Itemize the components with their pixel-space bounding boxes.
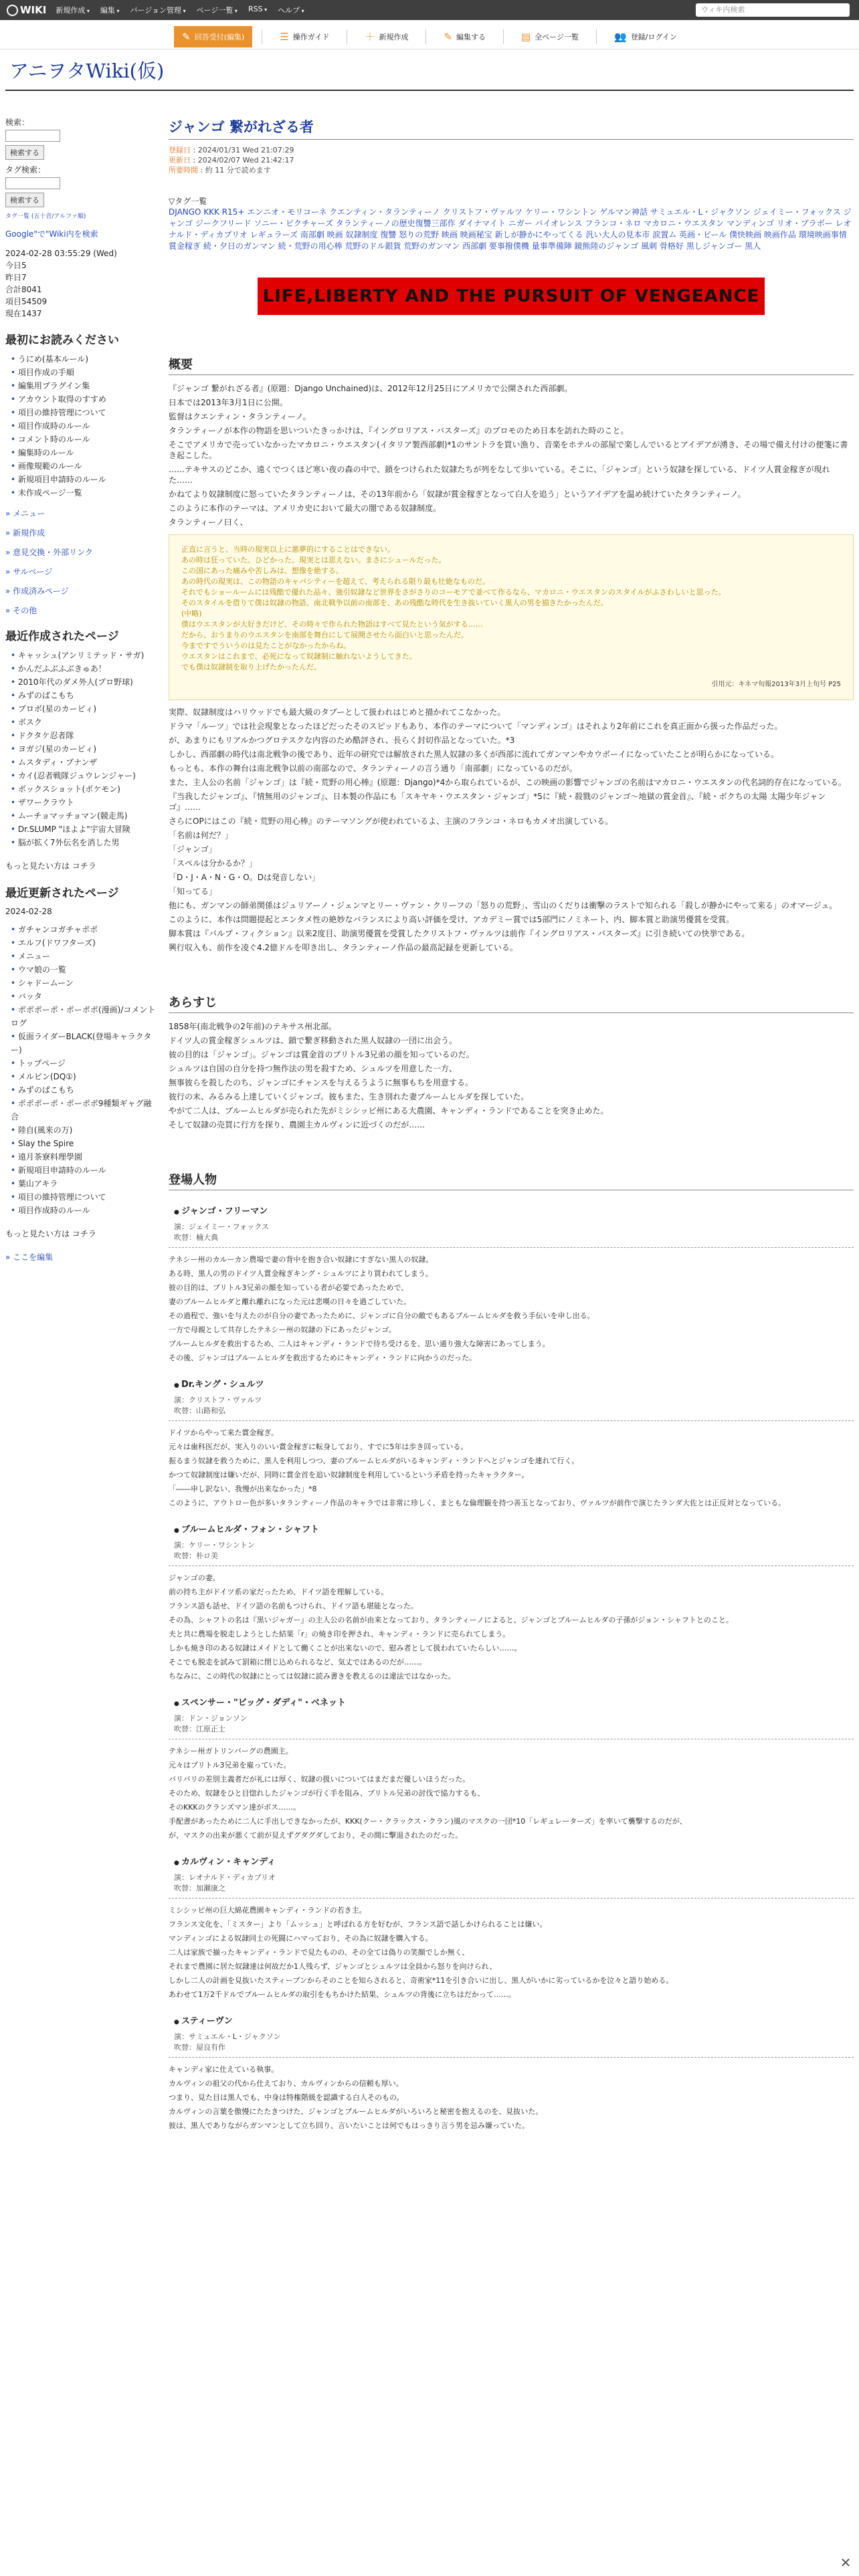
paragraph: また、主人公の名前「ジャンゴ」は『続・荒野の用心棒』(原題：Django)*4から取られているが、この映画の影響でジャンゴの名前はマカロニ・ウエスタンの代名詞的存在になっている。 [169,778,847,787]
sidebar-link[interactable]: • 項目の維持管理について [11,406,158,419]
recent-page-link[interactable]: • カイ(忍者戦隊ジュウレンジャー) [11,769,158,782]
character-voice[interactable]: 吹替：加瀬康之 [174,1884,225,1893]
top-navbar [0,0,859,20]
recent-page-link[interactable]: • 脳が拡く7外伝名を消した男 [11,836,158,849]
paragraph: 『当我したジャンゴ』、『情無用のジャンゴ』、日本製の作品にも「スキヤキ・ウエスタン・ジャンゴ」*5に『続・殺戮のジャンゴ〜地獄の賞金首』、『続・ボクちの太陽 太陽少年ジャンゴ』…… [169,792,826,812]
character-entry [169,2014,854,2131]
updated-page-link[interactable]: • 陸自(風来の万) [11,1123,158,1137]
updated-page-link[interactable]: • ポポポーポ・ポーポポ(漫画)/コメントログ [11,1003,158,1030]
character-desc: が、マスクの出来が悪くて前が見えずグダグダしており、その間に撃退されたのだった。 [169,1831,463,1840]
divider [169,2057,854,2058]
paragraph: やがて二人は、ブルームヒルダが売られた先がミシシッピ州にある大農園、キャンディ・ランドであることを突き止めた。 [169,1106,609,1115]
search-label: 検索： [5,118,30,127]
guide-button[interactable]: ☰ 操作ガイド [280,30,330,43]
quote-line: この国にあった痛みや苦しみは、想像を絶する。 [181,566,343,575]
character-desc: それまで農園に居た奴隷達は何故だか1人残らず、ジャンゴとシュルツは全員から怒りを向けられ、 [169,1962,497,1971]
character-actor: 演：サミュエル・L・ジャクソン [174,2032,281,2041]
character-name: ● カルヴィン・キャンディ [174,1854,854,1867]
paragraph: 興行収入も、前作を凌ぐ4.2億ドルを叩き出し、タランティーノ作品の最高記録を更新している。 [169,943,518,952]
recent-updated-heading: 最近更新されたページ [5,887,119,900]
character-desc: このように、アウトロー色が多いタランティーノ作品のキャラでは非常に珍しく、まともな倫理観を持つ善玉となっており、ヴァルツが前作で演じたランダ大佐とは正反対となっている。 [169,1499,786,1507]
updated-page-link[interactable]: • Slay the Spire [11,1137,158,1150]
updated-page-link[interactable]: • バッタ [11,990,158,1003]
character-desc: ブルームヒルダを救出するため、二人はキャンディ・ランドで待ち受けるを、思い通り強大な障害にあってしまう。 [169,1339,550,1348]
quote-line: あの時は狂っていた。ひどかった。現実とは思えない。まさにシュールだった。 [181,556,446,564]
quote-line: あの時代の現実は、この物語のキャパシティーを超えて、考えられる限り最も壮絶なものだ。 [181,577,490,586]
character-desc: 妻のブルームヒルダと離れ離れになった元は悲嘆の日々を過ごしていた。 [169,1297,411,1306]
divider [5,90,854,91]
updated-page-link[interactable]: • 葉山アキラ [11,1177,158,1190]
menu-new[interactable]: 新規作成 ▾ [56,5,90,15]
character-desc: あわせて1万2千ドルでブルームヒルダの取引をもちかけた結果、シュルツの背後に立ちはだかって……。 [169,1990,516,1999]
top-menu [56,5,304,15]
divider [169,1898,854,1899]
new-page-button[interactable]: ＋ 新規作成 [365,31,409,43]
page-title: ジャンゴ 繋がれざる者 [169,116,854,140]
counter: 2024-02-28 03:55:29 (Wed) 今日5 昨日7 合計8041 項目54509 現在1437 [5,249,117,318]
quote-line: 正直に言うと、当時の現実以上に悪夢的にすることはできない。 [181,545,395,554]
meta-row [169,155,854,165]
sidebar-section-link[interactable]: » メニュー [5,508,158,519]
sidebar-link[interactable]: • 新規項目申請時のルール [11,473,158,486]
recent-created-list [11,649,158,849]
page-meta [169,145,854,175]
updated-page-link[interactable]: • メルビン(DQ①) [11,1070,158,1083]
title-banner: LIFE,LIBERTY AND THE PURSUIT OF VENGEANCE [258,278,765,315]
meta-label: 所要時間 [169,166,198,175]
character-voice[interactable]: 吹替：楠大典 [174,1233,218,1242]
paragraph: 「D・J・A・N・G・O。Dは発音しない」 [169,873,320,882]
character-desc: 手配書があったために二人に手出しできなかったが、KKK(クー・クラックス・クラン)風のマスクの一団*10「レギュレーターズ」を率いて襲撃するのだが、 [169,1817,687,1826]
character-actor: 演：レオナルド・ディカプリオ [174,1873,276,1882]
close-icon[interactable]: ✕ [840,2555,852,2571]
character-desc: ミシシッピ州の巨大綿花農園キャンディ・ランドの若き主。 [169,1906,367,1915]
character-desc: 元々はプリトル3兄弟を雇っていた。 [169,1761,291,1769]
tag-list-link[interactable]: タグ一覧 (五十音/アルファ順) [5,213,86,220]
character-desc: フランス文化を、「ミスター」より「ムッシュ」と呼ばれる方を好むが、フランス語で話しかけられることは嫌い。 [169,1920,547,1929]
updated-page-link[interactable]: • ウマ娘の一覧 [11,963,158,976]
character-entry [169,1854,854,2000]
plot-heading: あらすじ [169,993,854,1013]
sidebar-link[interactable]: • 項目作成時のルール [11,419,158,433]
sidebar [5,116,158,1271]
character-desc: バリバリの差別主義者だが礼には厚く、奴隷の扱いについてはまだまだ優しいほうだった。 [169,1775,470,1784]
answer-button[interactable]: ✎ 回答受付(編集) [174,26,252,47]
quote-line: それでもショールームには残酷で優れた品々、強引奴隷など世界をさがさりのコーモアで並べて作るなら、マカロニ・ウエスタンのスタイルがふさわしいと思った。 [181,588,726,597]
character-desc: ちなみに、この時代の奴隷にとっては奴隷に読み書きを教えるのは違法ではなかった。 [169,1672,456,1681]
character-desc: ジャンゴの妻。 [169,1574,220,1582]
character-desc: そこでも脱走を試みて罰箱に閉じ込められるなど、気丈ではあるのだが……。 [169,1658,426,1667]
menu-rss[interactable]: RSS ▾ [248,5,267,15]
sidebar-section-link[interactable]: » その他 [5,605,158,616]
paragraph: タランティーノが本作の物語を思いついたきっかけは、『イングロリアス・バスターズ』のプロモのため日本を訪れた時のこと。 [169,426,629,435]
character-entry [169,1522,854,1682]
character-entry [169,1204,854,1364]
paragraph: 監督はクエンティン・タランティーノ。 [169,412,311,421]
updated-page-link[interactable]: • みずのばこもち [11,1083,158,1097]
character-desc: そのKKKのクランズマン達がボス……。 [169,1803,301,1812]
sidebar-section-link[interactable]: » サルベージ [5,566,158,577]
recent-page-link[interactable]: • ドクタケ忍者隊 [11,729,158,742]
character-entry [169,1377,854,1509]
paragraph: 「ジャンゴ」 [169,845,217,854]
edit-button[interactable]: ✎ 編集する [444,30,486,43]
recent-updated-list [11,923,158,1217]
all-pages-button[interactable]: ▤ 全ページ一覧 [521,30,579,43]
paragraph: ……テキサスのどこか、遠くでつくほど寒い夜の森の中で、鎖をつけられた奴隷たちが列をなして歩いている。そこに、「ジャンゴ」という奴隷を探している、ドイツ人賞金稼ぎが現れた…… [169,465,830,485]
recent-page-link[interactable]: • ザワークラウト [11,796,158,809]
menu-edit[interactable]: 編集 ▾ [100,5,120,15]
character-actor: 演：クリストフ・ヴァルツ [174,1396,262,1404]
recent-page-link[interactable]: • ムスタディ・ブナンザ [11,756,158,769]
character-voice[interactable]: 吹替：朴ロ美 [174,1551,218,1560]
updated-page-link[interactable]: • 仮面ライダーBLACK(登場キャラクター) [11,1030,158,1057]
character-desc: ドイツからやって来た賞金稼ぎ。 [169,1428,279,1437]
character-name: ● ジャンゴ・フリーマン [174,1204,854,1216]
book-icon: ☰ [280,30,289,43]
paragraph: もっとも、本作の舞台は南北戦争以前の南部なので、タランティーノの言う通り「南部劇」になっているのだが。 [169,764,577,773]
recent-page-link[interactable]: • ポックスショット(ポケモン) [11,782,158,796]
paragraph: ドラマ「ルーツ」では社会現象となったほどだったそのスピッドもあり、本作のテーマについて「マンディンゴ」はそれより2年前にこれを真正面から扱った作品だった。 [169,722,783,731]
quote-line: (中略) [181,609,202,618]
paragraph: タランティーノ曰く、 [169,518,248,527]
character-desc: しかし二人の計画を見抜いたスティーブンからそのことを知らされると、奇術家*11を引き合いに出し、黒人がいかに劣っているかを泣々と語り始める。 [169,1976,674,1985]
paragraph: 実際、奴隷制度はハリウッドでも最大級のタブーとして扱われはじめと描かれてこなかった。 [169,708,506,717]
sidebar-link[interactable]: • 項目作成の手順 [11,366,158,379]
quote-line: そのスタイルを借りて僕は奴隷の物語、南北戦争以前の南部を、あの残酷な時代を生き抜いていく黒人の男を描きたかったんだ。 [181,599,608,607]
updated-page-link[interactable]: • ガチャンコガチャポポ [11,923,158,936]
google-search-link[interactable]: Google"で"Wiki内を検索 [5,229,98,239]
paragraph: かねてより奴隷制度に怒っていたタランティーノは、その13年前から「奴隷が賞金稼ぎとなって白人を追う」というアイデアを温め続けていたタランティーノ。 [169,490,746,499]
menu-help[interactable]: ヘルプ ▾ [278,5,304,15]
paragraph: シュルツは自国の自分を持つ無作法の男を殺すため、シュルツを用意した一方、 [169,1064,458,1073]
character-name: ● スティーヴン [174,2014,854,2026]
character-actor: 演：ジェイミー・フォックス [174,1222,270,1231]
paragraph: そこでアメリカで売っていなかったマカロニ・ウエスタン(イタリア製西部劇)*1のサントラを買い漁り、音楽をホテルの部屋で楽しんでいるとアイデアが湧き、その場で備え付けの便箋に書き起こした。 [169,440,848,460]
paragraph: しかし、西部劇の時代は南北戦争の後であり、近年の研究では解放された黒人奴隷の多くが西部に流れてガンマンやカウボーイになっていたことが明らかになっている。 [169,750,779,759]
character-desc: テネシー州ガトリンバーグの農園主。 [169,1747,293,1755]
character-desc: 「――申し訳ない、我慢が出来なかった」*8 [169,1485,317,1493]
updated-page-link[interactable]: • トップページ [11,1057,158,1070]
character-desc: 元々は歯科医だが、実入りのいい賞金稼ぎに転身しており、すでに5年は歩き回っている。 [169,1442,468,1451]
paragraph: 日本では2013年3月1日に公開。 [169,398,288,407]
character-voice[interactable]: 吹替：屋良有作 [174,2043,225,2052]
site-title[interactable]: アニヲタWiki(仮) [9,60,165,82]
recent-page-link[interactable]: • ボスク [11,716,158,729]
meta-label: 登録日 [169,146,191,154]
overview-text [169,383,854,528]
character-desc: ある時、黒人の男のドイツ人賞金稼ぎキング・シュルツにより買われてしまう。 [169,1269,433,1278]
character-voice[interactable]: 吹替：江原正士 [174,1725,225,1733]
quote-line: 今まですでういうのは見たことがなかったからね。 [181,641,351,650]
character-desc: 二人は家族で揃ったキャンディ・ランドで見たものの、その全ては偽りの笑顔でしか無く、 [169,1948,470,1957]
paragraph: 彼の目的は「ジャンゴ」。ジャンゴは賞金首のブリトル3兄弟の顔を知っているのだ。 [169,1050,474,1059]
sidebar-link[interactable]: • アカウント取得のすすめ [11,393,158,406]
character-desc: カルヴィンの祖父の代から仕えており、カルヴィンからの信頼も厚い。 [169,2079,403,2088]
paragraph: 『ジャンゴ 繋がれざる者』(原題：Django Unchained)は、2012年12月25日にアメリカで公開された西部劇。 [169,384,573,393]
overview-text-2 [169,707,854,953]
tag-label: タグ検索： [5,165,46,175]
quote-box [169,534,854,700]
character-desc: キャンディ家に仕えている執事。 [169,2065,279,2074]
character-desc: 夫と共に農場を脱走しようとした結果「r」の焼き印を押され、キャンディ・ランドに売られてしまう。 [169,1630,510,1638]
menu-pages[interactable]: ページ一覧 ▾ [197,5,237,15]
pencil-icon: ✎ [444,30,453,43]
tag-heading: ▽タグ一覧 [169,197,207,206]
paragraph: 無事彼らを殺したのち、ジャンゴにチャンスを与えるうように無事もちを用意する。 [169,1078,474,1087]
meta-row [169,145,854,155]
recent-page-link[interactable]: • みずのばこもち [11,689,158,702]
toolbar [0,24,859,49]
quote-line: でも僕は奴隷制を取り上げたかったんだ。 [181,663,321,671]
more-link-1[interactable]: もっと見たい方は コチラ [5,861,96,871]
divider [169,1420,854,1421]
edit-icon: ✎ [182,30,191,43]
character-desc: 彼は、黒人でありながらガンマンとして立ち回り、言いたいことは何でもはっきり言う男を忌み嫌っていた。 [169,2121,529,2130]
recent-page-link[interactable]: • 2010年代のダメ外人(プロ野球) [11,675,158,689]
meta-value: : 2024/02/07 Wed 21:42:17 [191,156,294,165]
character-name: ● ブルームヒルダ・フォン・シャフト [174,1522,854,1535]
paragraph: が、あまりにもリアルかつグロテスクな内容のため酷評され、長らく封切作品となっていた。*3 [169,736,515,745]
paragraph: このように本作のテーマは、アメリカ史において最大の闇である奴隷制度。 [169,504,442,513]
quote-line: だから、おうまりのウエスタンを南部を舞台にして展開させたら面白いと思ったんだ。 [181,631,468,639]
tag-search-button[interactable]: 検索する [5,193,44,207]
character-desc: マンディンゴによる奴隷同士の死闘にハマっており、その為に奴隷を購入する。 [169,1934,433,1943]
character-desc: 彼の目的は、ブリトル3兄弟の顔を知っている者が必要であったためで、 [169,1283,409,1292]
updated-page-link[interactable]: • 項目作成時のルール [11,1204,158,1217]
sidebar-link[interactable]: • 編集用プラグイン集 [11,379,158,393]
character-list [169,1204,854,2131]
sidebar-section-link[interactable]: » 新規作成 [5,527,158,538]
edit-sidebar-link[interactable]: » ここを編集 [5,1251,158,1263]
paragraph: さらにOPにはこの『続・荒野の用心棒』のテーマソングが使われているよ、主演のフランコ・ネロもカメオ出演している。 [169,817,613,826]
paragraph: 他にも、ガンマンの師弟関係はジュリアーノ・ジェンマとリー・ヴァン・クリーフの「怒りの荒野」、雪山のくだりは衝撃のラストで知られる「殺しが静かにやって来る」のオマージュ。 [169,901,838,910]
recent-page-link[interactable]: • キャッシュ(アンリミテッド・サガ) [11,649,158,662]
quote-source: 引用元：キネマ旬報2013年3月上旬号 P25 [711,681,841,688]
paragraph: 1858年(南北戦争の2年前)のテキサス州北部。 [169,1022,337,1031]
character-actor: 演：ドン・ジョンソン [174,1714,248,1723]
updated-page-link[interactable]: • シャドームーン [11,976,158,990]
recent-page-link[interactable]: • プロボ(星のカービィ) [11,702,158,716]
users-icon: 👥 [614,30,627,43]
quote-line: ウエスタンはこれまで、必死になって奴隷制に触れないようしてきた。 [181,652,417,661]
updated-page-link[interactable]: • 遠月茶寮料理學園 [11,1150,158,1164]
character-desc: 振るまう奴隷を救うために、黒人を利用しつつ、妻のブルームヒルダがいるキャンディ・ランドへとジャンゴを連れて行く。 [169,1457,579,1465]
meta-row [169,165,854,175]
recent-page-link[interactable]: • かんだふぶふぶきゅあ！ [11,662,158,675]
character-desc: 一方で母親として共存したテネシー州の奴隷の下にあったジャンゴ。 [169,1325,396,1334]
recent-created-heading: 最近作成されたページ [5,630,119,643]
plus-icon: ＋ [365,31,375,43]
tag-search-input[interactable] [5,177,60,189]
search-input[interactable] [5,130,60,142]
updated-page-link[interactable]: • 項目の維持管理について [11,1190,158,1204]
article-body [169,116,854,2135]
paragraph: ドイツ人の賞金稼ぎシュルツは、鎖で繋ぎ移動された黒人奴隷の一団に出会う。 [169,1036,458,1045]
sidebar-link[interactable]: • 画像規範のルール [11,459,158,473]
character-desc: しかも焼き印のある奴隷はメイドとして働くことが出来ないので、慰み者として扱われていたらしい……。 [169,1644,522,1652]
recent-page-link[interactable]: • ヨガジ(星のカービィ) [11,742,158,756]
character-desc: その為、シャフトの名は『黒いジャガー』の主人公の名前が由来となっており、タランティーノによると、ジャンゴとブルームヒルダの子孫がジョン・シャフトとのこと。 [169,1616,733,1624]
character-desc: フランス語も話せ、ドイツ語の名前もつけられ、ドイツ語も堪能となった。 [169,1602,418,1610]
first-read-heading: 最初にお読みください [5,334,119,347]
updated-date: 2024-02-28 [5,907,52,916]
character-desc: その過程で、強いを与えたのが自分の妻であったために、ジャンゴに自分の敵でもあるブルームヒルダを救う手伝いを申し出る。 [169,1311,595,1320]
paragraph: 「知ってる」 [169,887,217,896]
character-desc: 前の持ち主がドイツ系の家だったため、ドイツ語を理解している。 [169,1588,389,1596]
sidebar-section-link[interactable]: » 作成済みページ [5,585,158,597]
sidebar-link[interactable]: • コメント時のルール [11,433,158,446]
meta-value: : 約 11 分で読めます [198,166,271,175]
character-entry [169,1695,854,1841]
updated-page-link[interactable]: • ポポポーポ・ポーポポ9種類ギャグ融合 [11,1097,158,1123]
meta-label: 更新日 [169,156,191,165]
updated-page-link[interactable]: • メニュー [11,950,158,963]
character-desc: かつて奴隷制度は嫌いだが、同時に賞金首を追い奴隷制度を利用しているという矛盾を持ったキャラクター。 [169,1471,529,1479]
more-link-2[interactable]: もっと見たい方は コチラ [5,1229,96,1239]
wiki-logo[interactable]: WIKI [7,4,46,16]
paragraph: 「スペルは分かるか？」 [169,859,258,868]
list-icon: ▤ [521,30,531,43]
overview-heading: 概要 [169,355,854,375]
character-name: ● Dr.キング・シュルツ [174,1377,854,1390]
sidebar-link[interactable]: • 編集時のルール [11,446,158,459]
character-desc: カルヴィンの言葉を傲慢にたたきつけた、ジャンゴとブルームヒルダがいろいろと秘密を抱えるのを、見抜いた。 [169,2107,543,2116]
menu-version[interactable]: バージョン管理 ▾ [130,5,185,15]
character-desc: その後、ジャンゴはブルームヒルダを救出するためにキャンディ・ランドに向かうのだった。 [169,1354,477,1362]
character-name: ● スペンサー・"ビッグ・ダディ"・ベネット [174,1695,854,1708]
paragraph: 脚本賞は『パルプ・フィクション』以来2度目、助演男優賞を受賞したクリストフ・ヴァルツは前作『イングロリアス・バスターズ』に引き続いての快挙である。 [169,929,750,938]
updated-page-link[interactable]: • エルフ(ドワフターズ) [11,936,158,950]
search-button[interactable]: 検索する [5,145,44,160]
recent-page-link[interactable]: • Dr.SLUMP "ほよよ"宇宙大冒険 [11,823,158,836]
sidebar-link[interactable]: • 未作成ページ一覧 [11,486,158,500]
quote-line: 僕はウエスタンが大好きだけど、その時々で作られた物語はすべて見たという気がする…… [181,620,483,629]
meta-value: : 2024/01/31 Wed 21:07:29 [191,146,294,154]
sidebar-section-link[interactable]: » 意見交換・外部リンク [5,546,158,558]
divider [169,1247,854,1248]
wiki-search-input[interactable]: ウィキ内検索 [696,3,850,17]
paragraph: そして奴隷の売買に行方を探り、農園主カルヴィンに近づくのだが…… [169,1120,425,1130]
first-read-list [11,352,158,500]
character-desc: テネシー州のカルーカン農場で妻の背中を抱き合い奴隷にすぎない黒人の奴隷。 [169,1255,434,1264]
tag-section [169,195,854,252]
character-desc: そのため、奴隷をひと目惚れしたジャンゴが行く手を阻み、ブリトル兄弟の討伐で協力するも、 [169,1789,485,1798]
paragraph: 彼行の末、みるみる上達していくジャンゴ。彼もまた、生き別れた妻ブルームヒルダを探していた。 [169,1092,529,1101]
paragraph: 「名前は何だ？」 [169,831,233,840]
recent-page-link[interactable]: • ムーチョマッチョマン(競走馬) [11,809,158,823]
login-button[interactable]: 👥 登録/ログイン [614,30,677,43]
character-desc: つまり、見た目は黒人でも、中身は特権階級を認識する白人そのもの。 [169,2093,404,2102]
character-actor: 演：ケリー・ワシントン [174,1541,255,1549]
cast-heading: 登場人物 [169,1170,854,1190]
paragraph: このように、本作は問題提起とエンタメ性の絶妙なバランスにより高い評価を受け、アカデミー賞では5部門にノミネート、内、脚本賞と助演男優賞を受賞。 [169,915,735,924]
updated-page-link[interactable]: • 新規項目申請時のルール [11,1164,158,1177]
plot-text [169,1021,854,1130]
sidebar-link[interactable]: • うにめ(基本ルール) [11,352,158,366]
tag-list[interactable]: DJANGO KKK R15+ エンニオ・モリコーネ クエンティン・タランティーノ クリストフ・ヴァルツ ケリー・ワシントン ゲルマン神話 サミュエル・L・ジャクソン ジェイミー・フォックス ジャンゴ ジークフリード ソニー・ピクチャーズ タランティーノの歴史復讐三部作 ダイナマイト ニガー バイオレンス フランコ・ネロ マカロニ・ウエスタン マンディンゴ リオ・ブラボー レオナルド・ディカプリオ レギュラーズ 南部劇 映画 奴隷制度 復讐 怒りの荒野 映画 映画秘宝 新しが静かにやってくる 汎い大人の見本市 涙置ム 英画・ビール 僕快映画 映画作品 環境映画事情 賞金稼ぎ 続・夕日のガンマン 続・荒野の用心棒 荒野のドル銀貨 荒野のガンマン 西部劇 要事撥僕機 量事準備陣 鏡熊陸のジャンゴ 風刺 骨格好 黒しジャンゴー 黒人 [169,207,852,251]
character-voice[interactable]: 吹替：山路和弘 [174,1406,225,1415]
